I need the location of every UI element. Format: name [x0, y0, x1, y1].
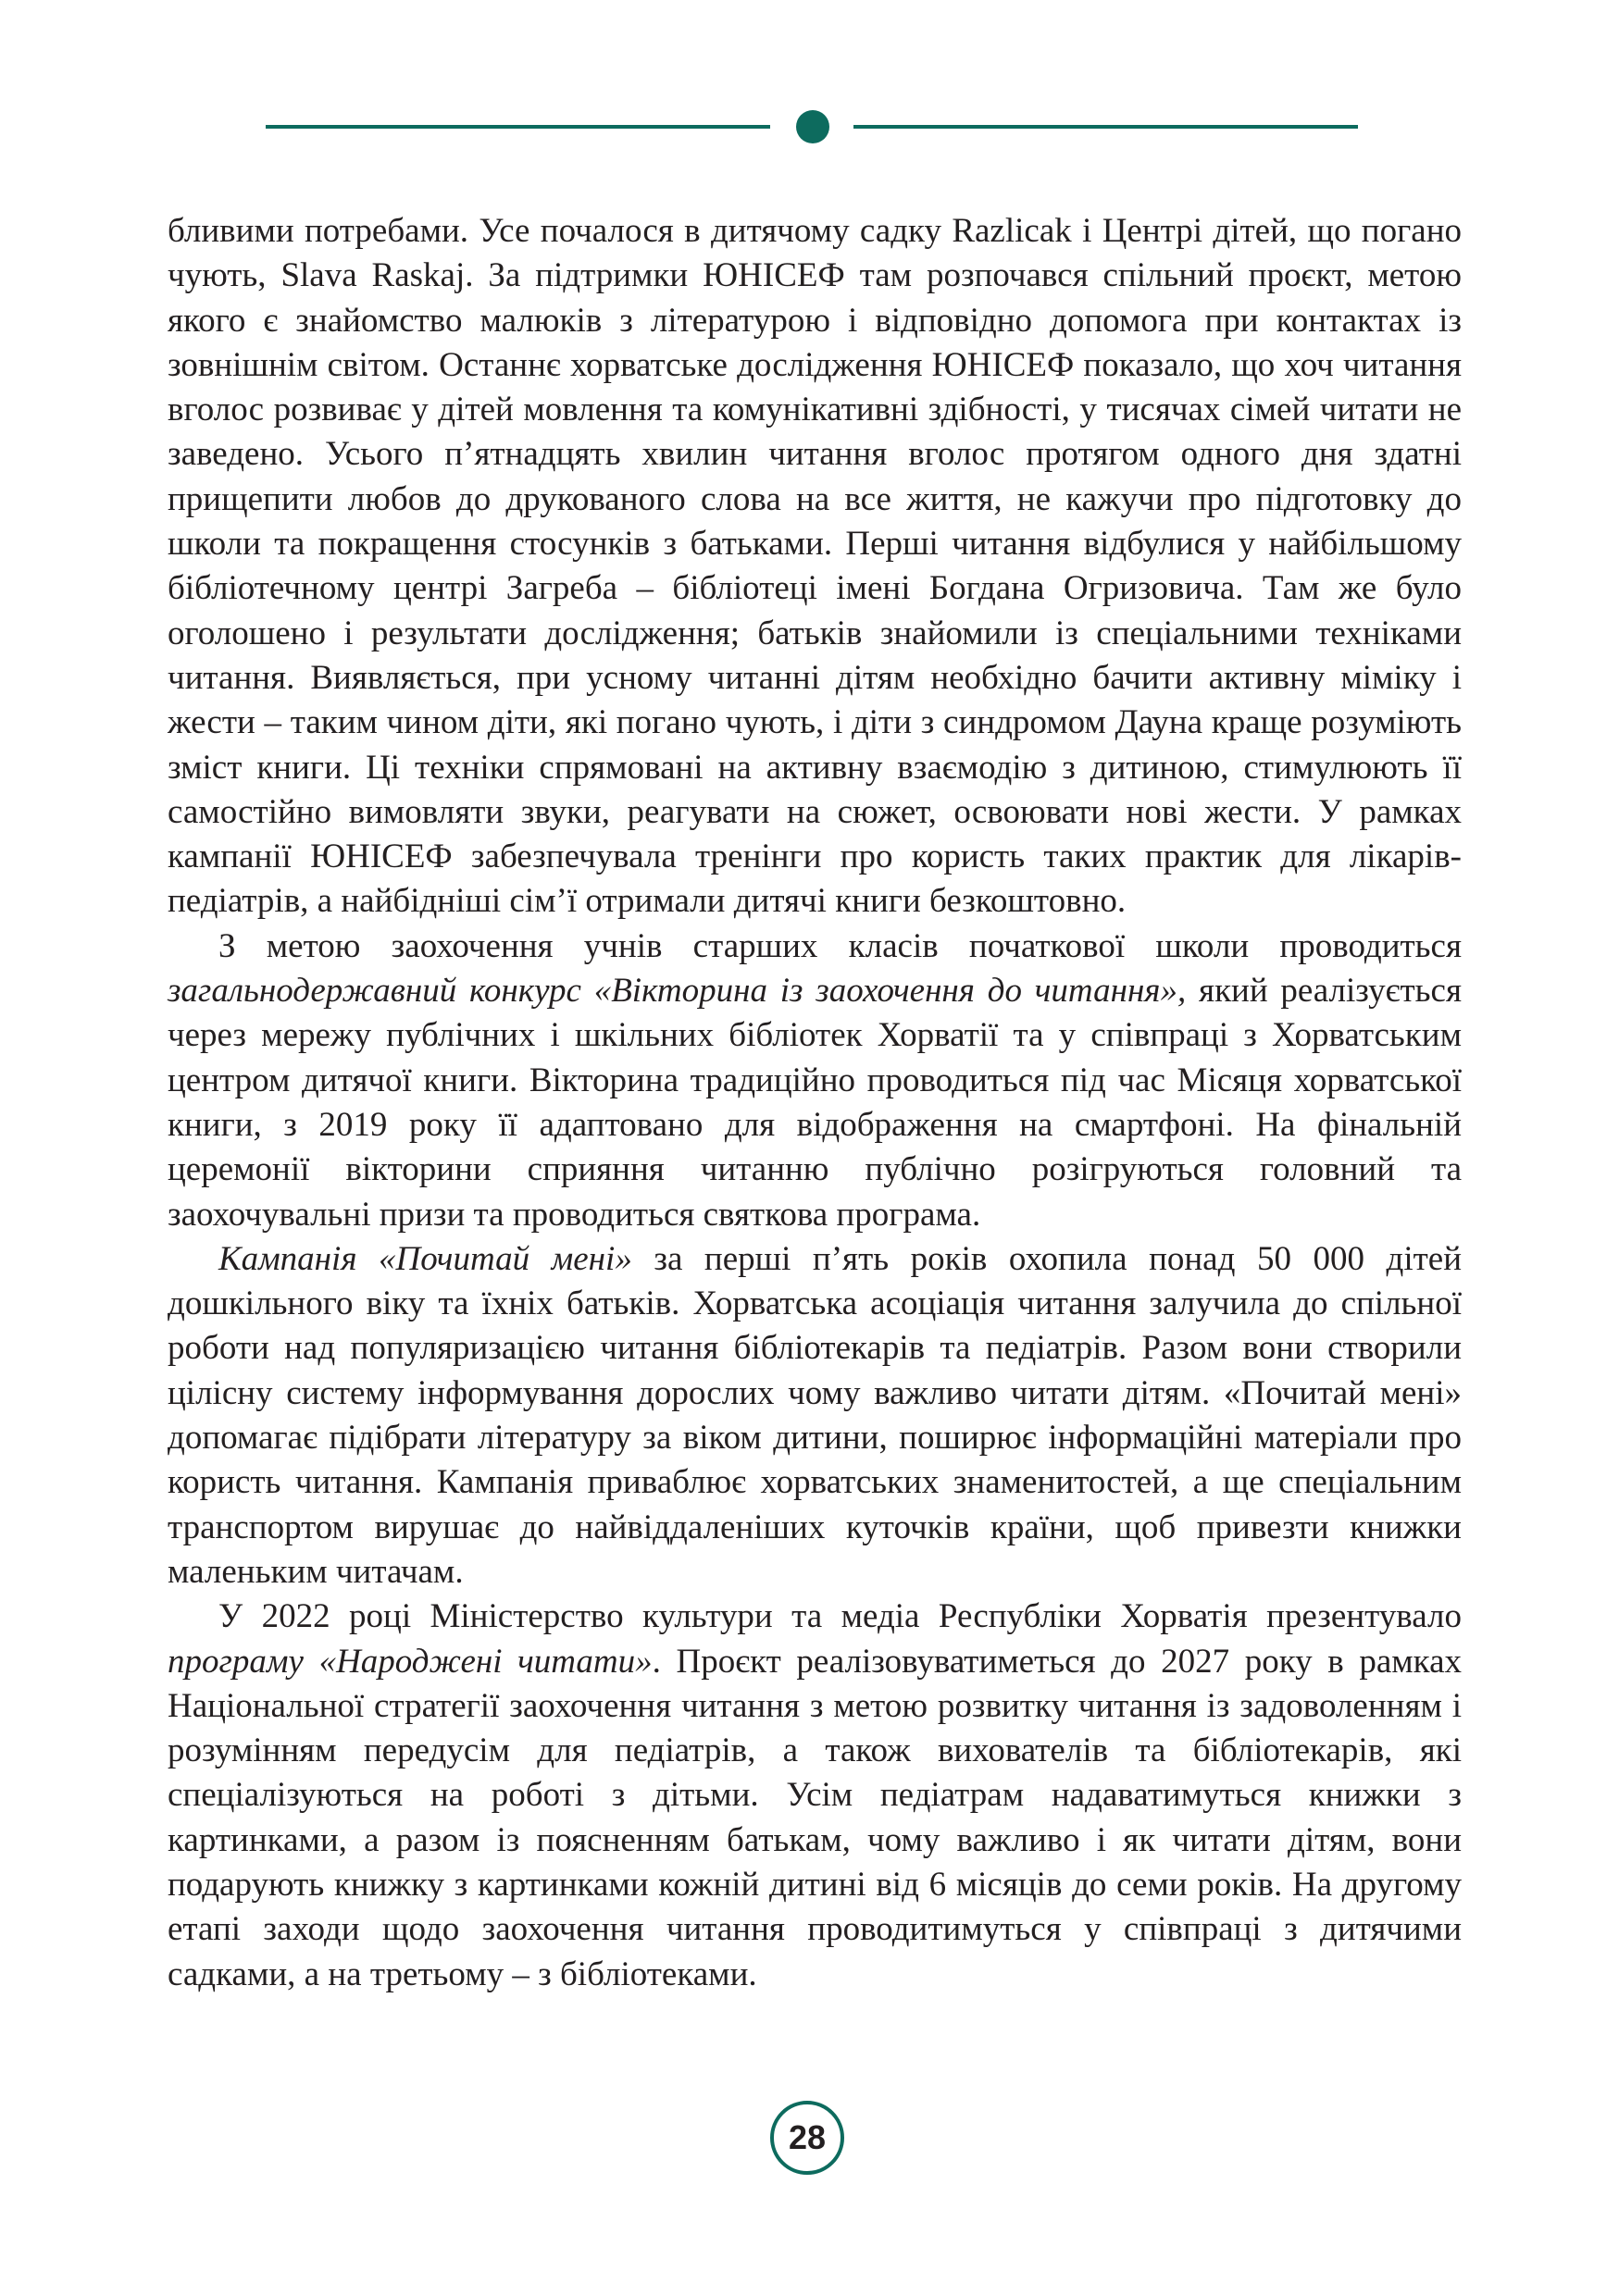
paragraph-2-text-before: З метою заохочення учнів старших класів початкової школи проводиться: [218, 926, 1462, 965]
paragraph-3: [168, 1237, 1462, 1595]
paragraph-2-text-after: який реалізується через мережу публічних і шкільних бібліотек Хорватії та у співпраці з Хорватським центром дитячої книги. Вікторина традиційно проводиться під час Місяця хорватської книги, з 2019 року її адаптовано для відображення на смартфоні. На фінальній церемонії вікторини сприяння читанню публічно розігруються головний та заохочувальні призи та проводиться святкова програма.: [168, 972, 1462, 1234]
body-text: [168, 209, 1462, 1997]
paragraph-4-italic: програму «Народжені читати»: [168, 1642, 653, 1681]
paragraph-4: [168, 1595, 1462, 1997]
paragraph-2: [168, 925, 1462, 1237]
paragraph-3-text-after: за перші п’ять років охопила понад 50 000 дітей дошкільного віку та їхніх батьків. Хорватська асоціація читання залучила до спільної роботи над популяризацією читання бібліотекарів та педіатрів. Разом вони створили цілісну систему інформування дорослих чому важливо читати дітям. «Почитай мені» допомагає підібрати літературу за віком дитини, поширює інформаційні матеріали про користь читання. Кампанія приваблює хорватських знаменитостей, а ще спеціальним транспортом вирушає до найвіддаленіших куточків країни, щоб привезти книжки маленьким читачам.: [168, 1239, 1462, 1591]
header-rule-left: [266, 125, 770, 129]
header-rule-right: [853, 125, 1358, 129]
paragraph-4-text-before: У 2022 році Міністерство культури та медіа Республіки Хорватія презентувало: [218, 1597, 1462, 1636]
paragraph-4-text-after: . Проєкт реалізовуватиметься до 2027 року в рамках Національної стратегії заохочення читання з метою розвитку читання із задоволенням і розумінням передусім для педіатрів, а також вихователів та бібліотекарів, які спеціалізуються на роботі з дітьми. Усім педіатрам надаватимуться книжки з картинками, а разом із поясненням батькам, чому важливо і як читати дітям, вони подарують книжку з картинками кожній дитині від 6 місяців до семи років. На другому етапі заходи щодо заохочення читання проводитимуться у співпраці з дитячими садками, а на третьому – з бібліотеками.: [168, 1642, 1462, 1993]
paragraph-2-italic: загальнодержавний конкурс «Вікторина із заохочення до читання»,: [168, 972, 1187, 1011]
paragraph-3-italic: Кампанія «Почитай мені»: [218, 1239, 632, 1278]
header-ornament: [0, 105, 1619, 151]
paragraph-1: бливими потребами. Усе почалося в дитячому садку Razlicak і Центрі дітей, що погано чують, Slava Raskaj. За підтримки ЮНІСЕФ там розпочався спільний проєкт, метою якого є знайомство малюків з літературою і відповідно допомога при контактах із зовнішнім світом. Останнє хорватське дослідження ЮНІСЕФ показало, що хоч читання вголос розвиває у дітей мовлення та комунікативні здібності, у тисячах сімей читати не заведено. Усього п’ятнадцять хвилин читання вголос протягом одного дня здатні прищепити любов до друкованого слова на все життя, не кажучи про підготовку до школи та покращення стосунків з батьками. Перші читання відбулися у найбільшому бібліотечному центрі Загреба – бібліотеці імені Богдана Огризовича. Там же було оголошено і результати дослідження; батьків знайомили із спеціальними техніками читання. Виявляється, при усному читанні дітям необхідно бачити активну міміку і жести – таким чином діти, які погано чують, і діти з синдромом Дауна краще розуміють зміст книги. Ці техніки спрямовані на активну взаємодію з дитиною, стимулюють її самостійно вимовляти звуки, реагувати на сюжет, освоювати нові жести. У рамках кампанії ЮНІСЕФ забезпечувала тренінги про користь таких практик для лікарів-педіатрів, а найбідніші сім’ї отримали дитячі книги безкоштовно.: [168, 212, 1462, 921]
header-dot-icon: [796, 110, 829, 143]
page-number: 28: [770, 2101, 844, 2175]
